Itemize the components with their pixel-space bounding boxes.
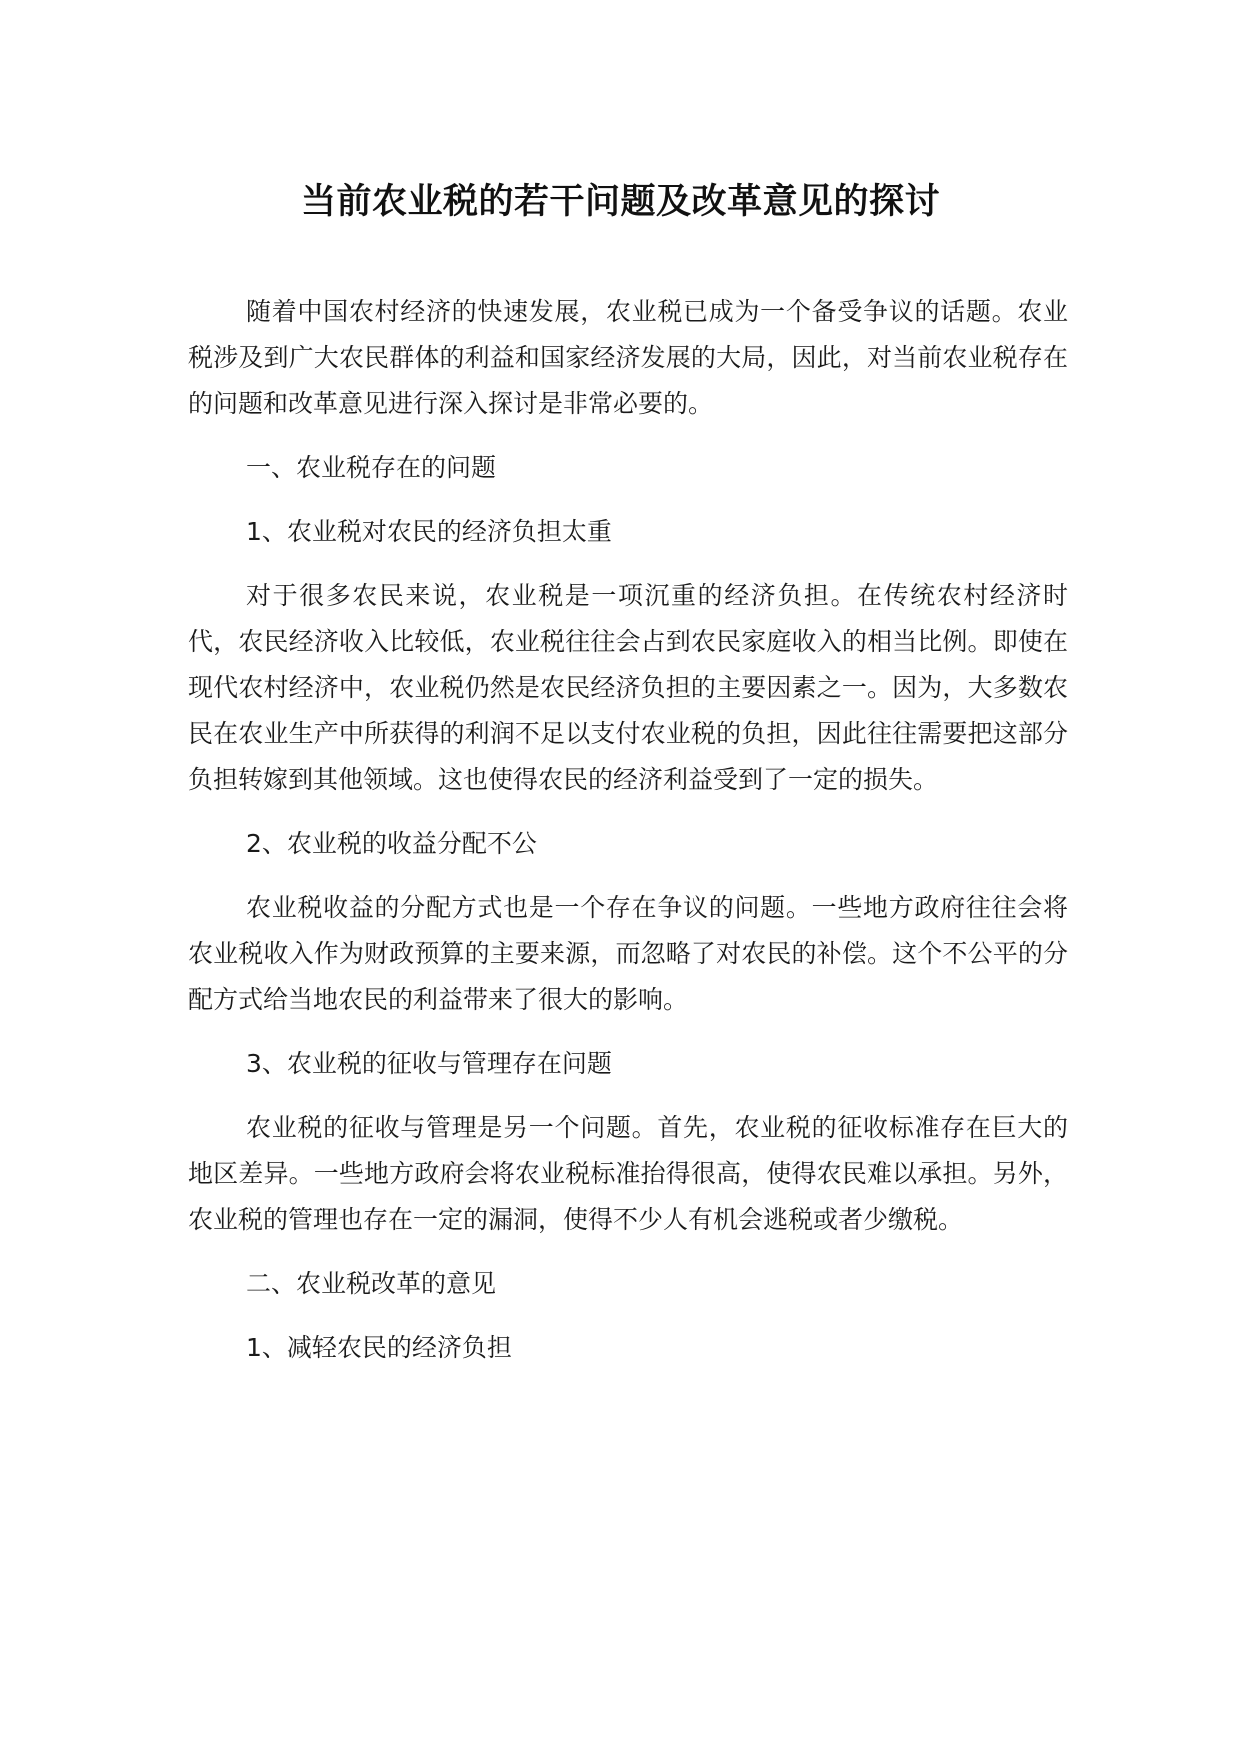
subheading-burden: 1、农业税对农民的经济负担太重	[246, 517, 612, 546]
paragraph-distribution: 农业税收益的分配方式也是一个存在争议的问题。一些地方政府往往会将农业税收入作为财政预算的主要来源，而忽略了对农民的补偿。这个不公平的分配方式给当地农民的利益带来了很大的影响。	[188, 893, 1068, 1014]
section-heading-reform: 二、农业税改革的意见	[246, 1269, 497, 1298]
subheading-collection: 3、农业税的征收与管理存在问题	[246, 1049, 612, 1078]
subheading-reduce-burden: 1、减轻农民的经济负担	[246, 1333, 512, 1362]
document-title: 当前农业税的若干问题及改革意见的探讨	[300, 182, 940, 222]
paragraph-intro: 随着中国农村经济的快速发展，农业税已成为一个备受争议的话题。农业税涉及到广大农民群体的利益和国家经济发展的大局，因此，对当前农业税存在的问题和改革意见进行深入探讨是非常必要的。	[188, 297, 1068, 418]
subheading-distribution: 2、农业税的收益分配不公	[246, 829, 537, 858]
paragraph-collection: 农业税的征收与管理是另一个问题。首先，农业税的征收标准存在巨大的地区差异。一些地方政府会将农业税标准抬得很高，使得农民难以承担。另外，农业税的管理也存在一定的漏洞，使得不少人有机会逃税或者少缴税。	[188, 1113, 1068, 1234]
section-heading-problems: 一、农业税存在的问题	[246, 453, 497, 482]
document-body	[188, 289, 1068, 1389]
paragraph-burden: 对于很多农民来说，农业税是一项沉重的经济负担。在传统农村经济时代，农民经济收入比较低，农业税往往会占到农民家庭收入的相当比例。即使在现代农村经济中，农业税仍然是农民经济负担的主要因素之一。因为，大多数农民在农业生产中所获得的利润不足以支付农业税的负担，因此往往需要把这部分负担转嫁到其他领域。这也使得农民的经济利益受到了一定的损失。	[188, 581, 1068, 794]
